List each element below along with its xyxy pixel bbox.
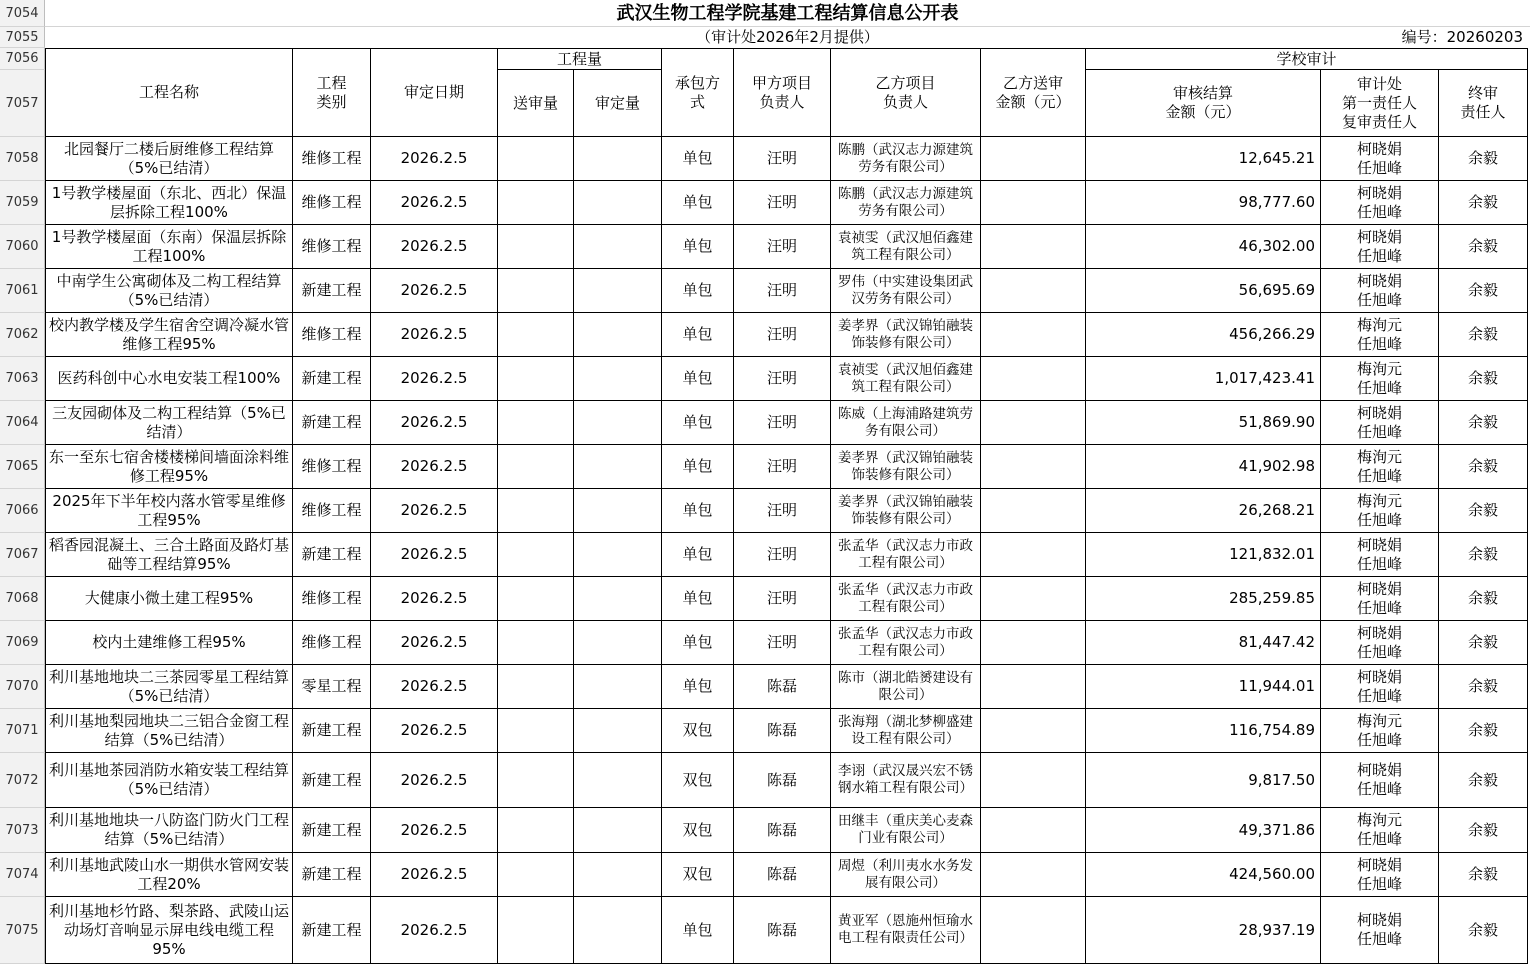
cell-submitted-qty[interactable]: [498, 225, 574, 269]
cell-party-b-amount[interactable]: [981, 445, 1086, 489]
cell-party-a-lead[interactable]: 汪明: [734, 181, 831, 225]
cell-party-b-amount[interactable]: [981, 665, 1086, 709]
cell-project-name[interactable]: 利川基地武陵山水一期供水管网安装工程20%: [45, 853, 293, 897]
cell-submitted-qty[interactable]: [498, 577, 574, 621]
row-header[interactable]: 7064: [0, 401, 45, 445]
cell-audit-amount[interactable]: 98,777.60: [1086, 181, 1321, 225]
cell-contract-mode[interactable]: 单包: [662, 269, 734, 313]
cell-audit-reviewers[interactable]: 柯晓娟 任旭峰: [1321, 853, 1439, 897]
cell-approved-qty[interactable]: [574, 489, 662, 533]
cell-party-b-lead[interactable]: 袁祯雯（武汉旭佰鑫建筑工程有限公司）: [831, 357, 981, 401]
row-header[interactable]: 7058: [0, 137, 45, 181]
cell-party-b-amount[interactable]: [981, 401, 1086, 445]
cell-audit-amount[interactable]: 424,560.00: [1086, 853, 1321, 897]
cell-contract-mode[interactable]: 单包: [662, 445, 734, 489]
cell-party-a-lead[interactable]: 汪明: [734, 137, 831, 181]
cell-contract-mode[interactable]: 单包: [662, 621, 734, 665]
cell-project-name[interactable]: 利川基地杉竹路、梨茶路、武陵山运动场灯音响显示屏电线电缆工程95%: [45, 897, 293, 964]
cell-date[interactable]: 2026.2.5: [371, 489, 498, 533]
row-header[interactable]: 7072: [0, 753, 45, 808]
cell-project-name[interactable]: 校内教学楼及学生宿舍空调冷凝水管维修工程95%: [45, 313, 293, 357]
cell-audit-amount[interactable]: 456,266.29: [1086, 313, 1321, 357]
cell-final-reviewer[interactable]: 余毅: [1439, 489, 1528, 533]
cell-submitted-qty[interactable]: [498, 533, 574, 577]
cell-audit-reviewers[interactable]: 梅洵元 任旭峰: [1321, 489, 1439, 533]
cell-final-reviewer[interactable]: 余毅: [1439, 853, 1528, 897]
row-header[interactable]: 7068: [0, 577, 45, 621]
cell-contract-mode[interactable]: 单包: [662, 137, 734, 181]
cell-category[interactable]: 新建工程: [293, 533, 371, 577]
cell-party-a-lead[interactable]: 汪明: [734, 357, 831, 401]
cell-final-reviewer[interactable]: 余毅: [1439, 533, 1528, 577]
cell-project-name[interactable]: 稻香园混凝土、三合土路面及路灯基础等工程结算95%: [45, 533, 293, 577]
cell-contract-mode[interactable]: 双包: [662, 753, 734, 808]
cell-date[interactable]: 2026.2.5: [371, 401, 498, 445]
cell-submitted-qty[interactable]: [498, 897, 574, 964]
cell-submitted-qty[interactable]: [498, 313, 574, 357]
cell-date[interactable]: 2026.2.5: [371, 181, 498, 225]
cell-party-b-lead[interactable]: 李诩（武汉晟兴宏不锈钢水箱工程有限公司）: [831, 753, 981, 808]
cell-party-b-amount[interactable]: [981, 753, 1086, 808]
header-party-b-amount[interactable]: 乙方送审 金额（元）: [981, 48, 1086, 137]
cell-project-name[interactable]: 利川基地茶园消防水箱安装工程结算（5%已结清）: [45, 753, 293, 808]
header-party-b-lead[interactable]: 乙方项目 负责人: [831, 48, 981, 137]
cell-project-name[interactable]: 利川基地地块一八防盗门防火门工程结算（5%已结清）: [45, 808, 293, 853]
cell-audit-reviewers[interactable]: 柯晓娟 任旭峰: [1321, 533, 1439, 577]
cell-party-b-lead[interactable]: 张孟华（武汉志力市政工程有限公司）: [831, 577, 981, 621]
cell-contract-mode[interactable]: 单包: [662, 357, 734, 401]
cell-audit-amount[interactable]: 116,754.89: [1086, 709, 1321, 753]
cell-category[interactable]: 维修工程: [293, 137, 371, 181]
cell-audit-amount[interactable]: 121,832.01: [1086, 533, 1321, 577]
cell-party-b-lead[interactable]: 袁祯雯（武汉旭佰鑫建筑工程有限公司）: [831, 225, 981, 269]
cell-final-reviewer[interactable]: 余毅: [1439, 709, 1528, 753]
cell-approved-qty[interactable]: [574, 181, 662, 225]
cell-audit-reviewers[interactable]: 柯晓娟 任旭峰: [1321, 401, 1439, 445]
cell-date[interactable]: 2026.2.5: [371, 313, 498, 357]
cell-approved-qty[interactable]: [574, 709, 662, 753]
cell-party-b-lead[interactable]: 陈鹏（武汉志力源建筑劳务有限公司）: [831, 137, 981, 181]
cell-audit-amount[interactable]: 28,937.19: [1086, 897, 1321, 964]
sheet-subtitle[interactable]: （审计处2026年2月提供）: [696, 28, 879, 46]
cell-party-b-amount[interactable]: [981, 489, 1086, 533]
cell-category[interactable]: 新建工程: [293, 357, 371, 401]
cell-date[interactable]: 2026.2.5: [371, 753, 498, 808]
cell-project-name[interactable]: 大健康小微土建工程95%: [45, 577, 293, 621]
cell-final-reviewer[interactable]: 余毅: [1439, 401, 1528, 445]
cell-submitted-qty[interactable]: [498, 137, 574, 181]
cell-audit-reviewers[interactable]: 柯晓娟 任旭峰: [1321, 269, 1439, 313]
row-header[interactable]: 7067: [0, 533, 45, 577]
cell-date[interactable]: 2026.2.5: [371, 577, 498, 621]
cell-party-b-lead[interactable]: 黄亚军（恩施州恒瑜水电工程有限责任公司）: [831, 897, 981, 964]
row-header[interactable]: 7054: [0, 0, 45, 27]
cell-final-reviewer[interactable]: 余毅: [1439, 313, 1528, 357]
cell-project-name[interactable]: 利川基地地块二三茶园零星工程结算（5%已结清）: [45, 665, 293, 709]
cell-category[interactable]: 维修工程: [293, 577, 371, 621]
cell-audit-amount[interactable]: 12,645.21: [1086, 137, 1321, 181]
cell-project-name[interactable]: 医药科创中心水电安装工程100%: [45, 357, 293, 401]
cell-project-name[interactable]: 利川基地梨园地块二三铝合金窗工程结算（5%已结清）: [45, 709, 293, 753]
cell-party-a-lead[interactable]: 汪明: [734, 577, 831, 621]
cell-approved-qty[interactable]: [574, 357, 662, 401]
cell-audit-amount[interactable]: 49,371.86: [1086, 808, 1321, 853]
row-header[interactable]: 7060: [0, 225, 45, 269]
cell-date[interactable]: 2026.2.5: [371, 709, 498, 753]
cell-party-b-lead[interactable]: 张孟华（武汉志力市政工程有限公司）: [831, 533, 981, 577]
cell-party-b-lead[interactable]: 罗伟（中实建设集团武汉劳务有限公司）: [831, 269, 981, 313]
cell-date[interactable]: 2026.2.5: [371, 853, 498, 897]
cell-project-name[interactable]: 1号教学楼屋面（东北、西北）保温层拆除工程100%: [45, 181, 293, 225]
cell-approved-qty[interactable]: [574, 401, 662, 445]
cell-category[interactable]: 新建工程: [293, 853, 371, 897]
cell-party-b-lead[interactable]: 张海翔（湖北梦柳盛建设工程有限公司）: [831, 709, 981, 753]
cell-date[interactable]: 2026.2.5: [371, 269, 498, 313]
header-approved-qty[interactable]: 审定量: [574, 70, 662, 137]
cell-submitted-qty[interactable]: [498, 357, 574, 401]
cell-final-reviewer[interactable]: 余毅: [1439, 137, 1528, 181]
cell-party-b-amount[interactable]: [981, 137, 1086, 181]
cell-party-b-amount[interactable]: [981, 709, 1086, 753]
cell-party-b-lead[interactable]: 张孟华（武汉志力市政工程有限公司）: [831, 621, 981, 665]
cell-audit-reviewers[interactable]: 柯晓娟 任旭峰: [1321, 577, 1439, 621]
cell-party-b-lead[interactable]: 姜孝界（武汉锦铂融装饰装修有限公司）: [831, 313, 981, 357]
cell-party-b-lead[interactable]: 姜孝界（武汉锦铂融装饰装修有限公司）: [831, 445, 981, 489]
cell-date[interactable]: 2026.2.5: [371, 621, 498, 665]
header-audit-group[interactable]: 学校审计: [1086, 48, 1528, 70]
cell-category[interactable]: 新建工程: [293, 269, 371, 313]
cell-approved-qty[interactable]: [574, 533, 662, 577]
row-header[interactable]: 7061: [0, 269, 45, 313]
cell-category[interactable]: 维修工程: [293, 313, 371, 357]
row-header[interactable]: 7070: [0, 665, 45, 709]
cell-category[interactable]: 维修工程: [293, 621, 371, 665]
cell-party-b-lead[interactable]: 田继丰（重庆美心麦森门业有限公司）: [831, 808, 981, 853]
cell-submitted-qty[interactable]: [498, 489, 574, 533]
cell-audit-amount[interactable]: 9,817.50: [1086, 753, 1321, 808]
cell-audit-reviewers[interactable]: 梅洵元 任旭峰: [1321, 808, 1439, 853]
cell-party-a-lead[interactable]: 陈磊: [734, 709, 831, 753]
cell-audit-reviewers[interactable]: 柯晓娟 任旭峰: [1321, 897, 1439, 964]
cell-party-a-lead[interactable]: 汪明: [734, 225, 831, 269]
row-header[interactable]: 7069: [0, 621, 45, 665]
cell-final-reviewer[interactable]: 余毅: [1439, 269, 1528, 313]
header-audit-reviewers[interactable]: 审计处 第一责任人 复审责任人: [1321, 70, 1439, 137]
cell-audit-reviewers[interactable]: 梅洵元 任旭峰: [1321, 445, 1439, 489]
row-header[interactable]: 7056: [0, 48, 45, 70]
cell-contract-mode[interactable]: 双包: [662, 808, 734, 853]
cell-contract-mode[interactable]: 单包: [662, 665, 734, 709]
cell-contract-mode[interactable]: 单包: [662, 313, 734, 357]
cell-project-name[interactable]: 北园餐厅二楼后厨维修工程结算（5%已结清）: [45, 137, 293, 181]
cell-contract-mode[interactable]: 单包: [662, 181, 734, 225]
cell-project-name[interactable]: 东一至东七宿舍楼楼梯间墙面涂料维修工程95%: [45, 445, 293, 489]
row-header[interactable]: 7059: [0, 181, 45, 225]
cell-category[interactable]: 维修工程: [293, 181, 371, 225]
cell-party-a-lead[interactable]: 汪明: [734, 269, 831, 313]
cell-contract-mode[interactable]: 单包: [662, 401, 734, 445]
cell-party-b-amount[interactable]: [981, 313, 1086, 357]
cell-category[interactable]: 维修工程: [293, 489, 371, 533]
row-header[interactable]: 7065: [0, 445, 45, 489]
cell-party-a-lead[interactable]: 陈磊: [734, 753, 831, 808]
cell-project-name[interactable]: 校内土建维修工程95%: [45, 621, 293, 665]
header-project-name[interactable]: 工程名称: [45, 48, 293, 137]
cell-party-b-lead[interactable]: 陈鹏（武汉志力源建筑劳务有限公司）: [831, 181, 981, 225]
cell-final-reviewer[interactable]: 余毅: [1439, 357, 1528, 401]
cell-submitted-qty[interactable]: [498, 269, 574, 313]
header-submitted-qty[interactable]: 送审量: [498, 70, 574, 137]
header-audit-amount[interactable]: 审核结算 金额（元）: [1086, 70, 1321, 137]
cell-project-name[interactable]: 1号教学楼屋面（东南）保温层拆除工程100%: [45, 225, 293, 269]
cell-party-b-lead[interactable]: 姜孝界（武汉锦铂融装饰装修有限公司）: [831, 489, 981, 533]
cell-party-b-amount[interactable]: [981, 181, 1086, 225]
cell-audit-amount[interactable]: 41,902.98: [1086, 445, 1321, 489]
cell-party-b-amount[interactable]: [981, 533, 1086, 577]
cell-audit-amount[interactable]: 51,869.90: [1086, 401, 1321, 445]
cell-final-reviewer[interactable]: 余毅: [1439, 577, 1528, 621]
cell-contract-mode[interactable]: 单包: [662, 577, 734, 621]
cell-party-b-amount[interactable]: [981, 808, 1086, 853]
cell-audit-amount[interactable]: 26,268.21: [1086, 489, 1321, 533]
cell-party-a-lead[interactable]: 陈磊: [734, 853, 831, 897]
cell-category[interactable]: 新建工程: [293, 753, 371, 808]
cell-final-reviewer[interactable]: 余毅: [1439, 621, 1528, 665]
cell-audit-reviewers[interactable]: 梅洵元 任旭峰: [1321, 709, 1439, 753]
cell-contract-mode[interactable]: 单包: [662, 533, 734, 577]
cell-audit-amount[interactable]: 81,447.42: [1086, 621, 1321, 665]
cell-final-reviewer[interactable]: 余毅: [1439, 808, 1528, 853]
cell-party-a-lead[interactable]: 汪明: [734, 533, 831, 577]
row-header[interactable]: 7071: [0, 709, 45, 753]
cell-approved-qty[interactable]: [574, 225, 662, 269]
cell-audit-reviewers[interactable]: 柯晓娟 任旭峰: [1321, 665, 1439, 709]
cell-approved-qty[interactable]: [574, 269, 662, 313]
cell-contract-mode[interactable]: 双包: [662, 853, 734, 897]
cell-final-reviewer[interactable]: 余毅: [1439, 753, 1528, 808]
cell-category[interactable]: 新建工程: [293, 709, 371, 753]
cell-audit-reviewers[interactable]: 柯晓娟 任旭峰: [1321, 181, 1439, 225]
cell-project-name[interactable]: 三友园砌体及二构工程结算（5%已结清）: [45, 401, 293, 445]
cell-party-b-amount[interactable]: [981, 621, 1086, 665]
cell-party-a-lead[interactable]: 汪明: [734, 489, 831, 533]
cell-contract-mode[interactable]: 单包: [662, 489, 734, 533]
cell-party-a-lead[interactable]: 陈磊: [734, 808, 831, 853]
cell-party-a-lead[interactable]: 汪明: [734, 313, 831, 357]
cell-final-reviewer[interactable]: 余毅: [1439, 665, 1528, 709]
cell-date[interactable]: 2026.2.5: [371, 357, 498, 401]
cell-approved-qty[interactable]: [574, 808, 662, 853]
cell-submitted-qty[interactable]: [498, 853, 574, 897]
row-header[interactable]: 7073: [0, 808, 45, 853]
serial-number[interactable]: 编号：20260203: [1401, 28, 1523, 46]
cell-audit-amount[interactable]: 285,259.85: [1086, 577, 1321, 621]
cell-date[interactable]: 2026.2.5: [371, 445, 498, 489]
header-party-a-lead[interactable]: 甲方项目 负责人: [734, 48, 831, 137]
cell-date[interactable]: 2026.2.5: [371, 897, 498, 964]
cell-project-name[interactable]: 2025年下半年校内落水管零星维修工程95%: [45, 489, 293, 533]
sheet-title[interactable]: 武汉生物工程学院基建工程结算信息公开表: [45, 0, 1530, 27]
cell-party-a-lead[interactable]: 汪明: [734, 401, 831, 445]
cell-category[interactable]: 新建工程: [293, 897, 371, 964]
cell-approved-qty[interactable]: [574, 577, 662, 621]
cell-date[interactable]: 2026.2.5: [371, 808, 498, 853]
row-header[interactable]: 7063: [0, 357, 45, 401]
cell-final-reviewer[interactable]: 余毅: [1439, 897, 1528, 964]
cell-date[interactable]: 2026.2.5: [371, 665, 498, 709]
cell-category[interactable]: 新建工程: [293, 401, 371, 445]
cell-approved-qty[interactable]: [574, 853, 662, 897]
header-final-reviewer[interactable]: 终审 责任人: [1439, 70, 1528, 137]
cell-submitted-qty[interactable]: [498, 665, 574, 709]
row-header[interactable]: 7055: [0, 27, 45, 48]
cell-submitted-qty[interactable]: [498, 621, 574, 665]
header-contract-mode[interactable]: 承包方 式: [662, 48, 734, 137]
cell-party-a-lead[interactable]: 汪明: [734, 445, 831, 489]
row-header[interactable]: 7075: [0, 897, 45, 964]
cell-party-b-amount[interactable]: [981, 853, 1086, 897]
cell-category[interactable]: 维修工程: [293, 225, 371, 269]
cell-contract-mode[interactable]: 单包: [662, 225, 734, 269]
cell-party-b-lead[interactable]: 陈市（湖北皓赟建设有限公司）: [831, 665, 981, 709]
cell-audit-reviewers[interactable]: 柯晓娟 任旭峰: [1321, 753, 1439, 808]
header-date[interactable]: 审定日期: [371, 48, 498, 137]
cell-submitted-qty[interactable]: [498, 445, 574, 489]
cell-submitted-qty[interactable]: [498, 401, 574, 445]
cell-audit-reviewers[interactable]: 柯晓娟 任旭峰: [1321, 225, 1439, 269]
cell-contract-mode[interactable]: 单包: [662, 897, 734, 964]
cell-party-b-lead[interactable]: 陈威（上海浦路建筑劳务有限公司）: [831, 401, 981, 445]
cell-audit-amount[interactable]: 1,017,423.41: [1086, 357, 1321, 401]
cell-approved-qty[interactable]: [574, 753, 662, 808]
cell-audit-reviewers[interactable]: 柯晓娟 任旭峰: [1321, 137, 1439, 181]
header-quantity-group[interactable]: 工程量: [498, 48, 662, 70]
cell-party-b-amount[interactable]: [981, 357, 1086, 401]
cell-audit-amount[interactable]: 56,695.69: [1086, 269, 1321, 313]
cell-party-a-lead[interactable]: 陈磊: [734, 897, 831, 964]
row-header[interactable]: 7074: [0, 853, 45, 897]
row-header[interactable]: 7066: [0, 489, 45, 533]
cell-contract-mode[interactable]: 双包: [662, 709, 734, 753]
cell-approved-qty[interactable]: [574, 665, 662, 709]
cell-approved-qty[interactable]: [574, 621, 662, 665]
cell-audit-amount[interactable]: 11,944.01: [1086, 665, 1321, 709]
cell-audit-reviewers[interactable]: 梅洵元 任旭峰: [1321, 357, 1439, 401]
cell-party-a-lead[interactable]: 陈磊: [734, 665, 831, 709]
cell-approved-qty[interactable]: [574, 445, 662, 489]
cell-date[interactable]: 2026.2.5: [371, 137, 498, 181]
cell-approved-qty[interactable]: [574, 313, 662, 357]
cell-final-reviewer[interactable]: 余毅: [1439, 445, 1528, 489]
cell-party-b-amount[interactable]: [981, 577, 1086, 621]
cell-submitted-qty[interactable]: [498, 808, 574, 853]
cell-audit-reviewers[interactable]: 梅洵元 任旭峰: [1321, 313, 1439, 357]
cell-submitted-qty[interactable]: [498, 181, 574, 225]
cell-submitted-qty[interactable]: [498, 709, 574, 753]
cell-final-reviewer[interactable]: 余毅: [1439, 225, 1528, 269]
cell-date[interactable]: 2026.2.5: [371, 533, 498, 577]
cell-project-name[interactable]: 中南学生公寓砌体及二构工程结算（5%已结清）: [45, 269, 293, 313]
cell-audit-amount[interactable]: 46,302.00: [1086, 225, 1321, 269]
cell-date[interactable]: 2026.2.5: [371, 225, 498, 269]
row-header[interactable]: 7057: [0, 70, 45, 137]
row-header[interactable]: 7062: [0, 313, 45, 357]
cell-party-b-amount[interactable]: [981, 269, 1086, 313]
header-category[interactable]: 工程 类别: [293, 48, 371, 137]
cell-final-reviewer[interactable]: 余毅: [1439, 181, 1528, 225]
cell-party-b-amount[interactable]: [981, 897, 1086, 964]
cell-party-b-lead[interactable]: 周煜（利川夷水水务发展有限公司）: [831, 853, 981, 897]
cell-party-b-amount[interactable]: [981, 225, 1086, 269]
cell-approved-qty[interactable]: [574, 897, 662, 964]
cell-audit-reviewers[interactable]: 柯晓娟 任旭峰: [1321, 621, 1439, 665]
cell-category[interactable]: 新建工程: [293, 808, 371, 853]
cell-party-a-lead[interactable]: 汪明: [734, 621, 831, 665]
cell-category[interactable]: 零星工程: [293, 665, 371, 709]
cell-category[interactable]: 维修工程: [293, 445, 371, 489]
cell-submitted-qty[interactable]: [498, 753, 574, 808]
cell-approved-qty[interactable]: [574, 137, 662, 181]
